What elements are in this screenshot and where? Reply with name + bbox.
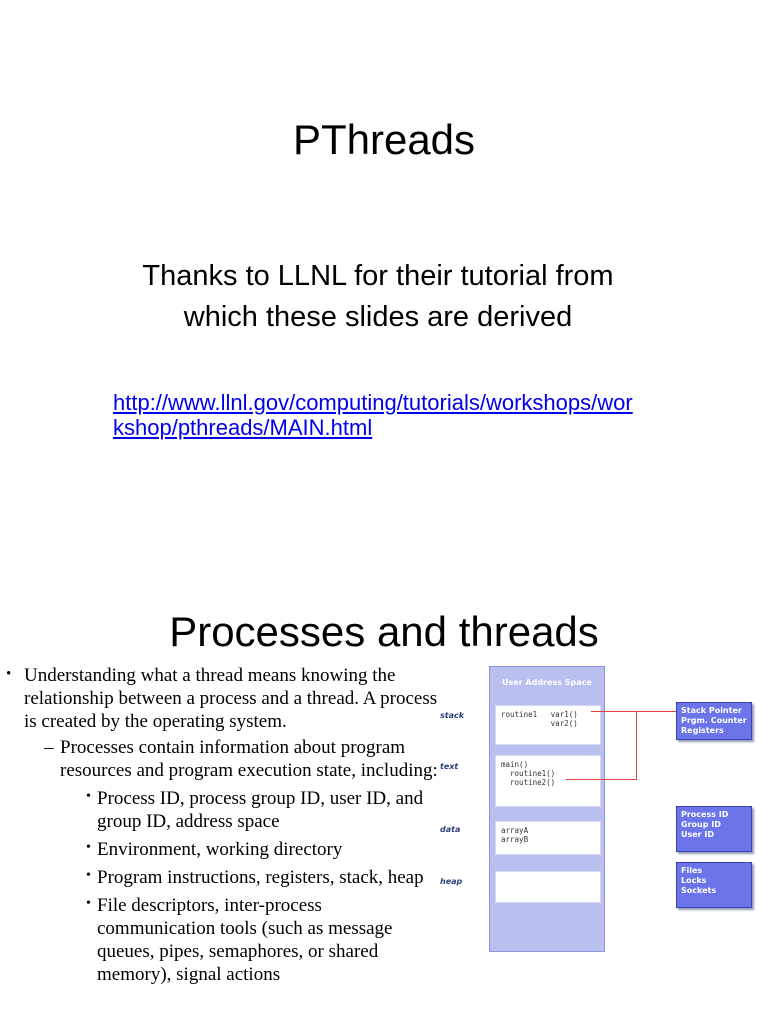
box-line: Process ID: [681, 810, 729, 819]
bullet-dot-icon: •: [86, 840, 91, 855]
list-item: [6, 894, 438, 986]
connector-line: [636, 711, 637, 779]
bullet-dot-icon: •: [86, 896, 91, 911]
box-line: Prgm. Counter: [681, 716, 747, 725]
process-memory-diagram: [436, 664, 766, 964]
box-line: Registers: [681, 726, 724, 735]
code-line: arrayA: [501, 826, 529, 835]
register-box: [676, 702, 752, 740]
user-address-space: [489, 666, 605, 952]
sub-bullet-item: [6, 736, 438, 782]
data-label: data: [440, 825, 461, 834]
box-line: Group ID: [681, 820, 721, 829]
bullet-item: [6, 664, 438, 733]
resources-box: [676, 862, 752, 908]
list-item-text: Process ID, process group ID, user ID, and group ID, address space: [97, 788, 424, 832]
box-line: User ID: [681, 830, 715, 839]
data-segment: [495, 821, 601, 855]
box-line: Stack Pointer: [681, 706, 742, 715]
bullet-text: Understanding what a thread means knowing the relationship between a process and a thread. A process is created by the operating system.: [24, 665, 438, 732]
slide1-subtitle: Thanks to LLNL for their tutorial from which these slides are derived: [142, 260, 614, 333]
list-item-text: File descriptors, inter-process communication tools (such as message queues, pipes, semaphores, or shared memory), signal actions: [97, 895, 393, 985]
slide2-title: Processes and threads: [169, 608, 599, 655]
dash-icon: –: [44, 737, 54, 758]
bullet-dot-icon: •: [86, 868, 91, 883]
slide1-title: PThreads: [292, 116, 476, 163]
list-item-text: Program instructions, registers, stack, heap: [97, 867, 424, 888]
list-item: [6, 866, 438, 889]
bullet-dot-icon: •: [6, 666, 12, 682]
heap-segment: [495, 871, 601, 903]
code-line: routine1 var1(): [501, 710, 578, 719]
box-line: Locks: [681, 876, 707, 885]
stack-label: stack: [440, 711, 465, 720]
text-label: text: [440, 762, 459, 771]
connector-line: [591, 711, 676, 712]
text-segment: [495, 755, 601, 807]
sub-bullet-text: Processes contain information about program resources and program execution state, including:: [60, 737, 438, 781]
code-line: main(): [501, 760, 529, 769]
connector-line: [566, 779, 637, 780]
list-item: [6, 838, 438, 861]
address-space-title: User Address Space: [502, 678, 592, 687]
code-line: routine1(): [501, 769, 556, 778]
box-line: Files: [681, 866, 703, 875]
bullet-list: [6, 664, 438, 1024]
code-line: arrayB: [501, 835, 529, 844]
bullet-dot-icon: •: [86, 789, 91, 804]
box-line: Sockets: [681, 886, 717, 895]
tutorial-link[interactable]: http://www.llnl.gov/computing/tutorials/workshops/workshop/pthreads/MAIN.html: [113, 390, 633, 440]
list-item: [6, 787, 438, 833]
code-line: routine2(): [501, 778, 556, 787]
stack-segment: [495, 705, 601, 745]
list-item-text: Environment, working directory: [97, 839, 343, 860]
process-id-box: [676, 806, 752, 852]
code-line: var2(): [501, 719, 578, 728]
heap-label: heap: [440, 877, 463, 886]
